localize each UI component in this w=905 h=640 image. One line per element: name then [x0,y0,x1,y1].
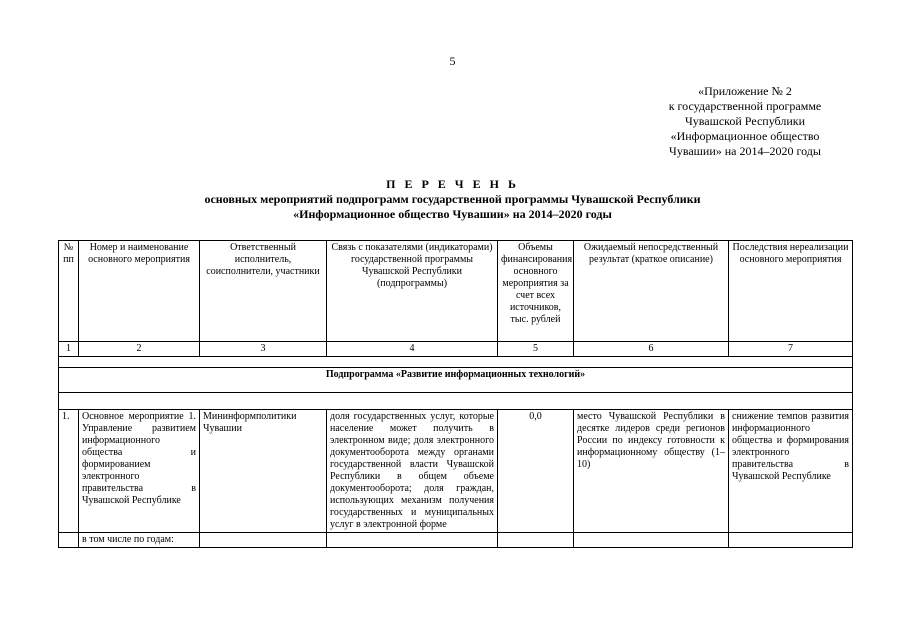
title-line-3: «Информационное общество Чувашии» на 2014–2020 годы [293,207,612,221]
appendix-line-1: «Приложение № 2 [698,84,792,98]
expected-result: место Чувашской Республики в десятке лидеров среди регионов России по индексу готовности к информационному обществу (1–10) [574,410,729,533]
empty-cell [498,533,574,548]
empty-cell [327,533,498,548]
subprogram-title: Подпрограмма «Развитие информационных технологий» [59,368,853,393]
consequences: снижение темпов развития информационного общества и формирования электронного правительства в Чувашской Республике [729,410,853,533]
column-number: 3 [200,342,327,357]
header-cell: Связь с показателями (индикаторами) государственной программы Чувашской Республики (подпрограммы) [327,241,498,342]
appendix-line-2: к государственной программе [668,99,822,113]
row-number: 1. [59,410,79,533]
spacer-row [59,357,853,368]
spacer-row [59,393,853,410]
column-number: 7 [729,342,853,357]
row-number-empty [59,533,79,548]
empty-cell [729,533,853,548]
empty-cell [200,533,327,548]
column-number: 1 [59,342,79,357]
column-number-row [59,342,853,357]
appendix-note [640,84,850,159]
column-number: 5 [498,342,574,357]
header-cell: Ожидаемый непосредственный результат (краткое описание) [574,241,729,342]
empty-cell [574,533,729,548]
header-row [59,241,853,342]
indicators: доля государственных услуг, которые население может получить в электронном виде; доля электронного документооборота между органами государственной власти Чувашской Республики в общем объеме документооборота; доля граждан, использующих механизм получения государственных и муниципальных услуг в электронной форме [327,410,498,533]
appendix-line-5: Чувашии» на 2014–2020 годы [669,144,821,158]
page-number: 5 [449,54,456,68]
header-cell: Номер и наименование основного мероприятия [79,241,200,342]
title-line-2: основных мероприятий подпрограмм государственной программы Чувашской Республики [204,192,701,206]
years-label: в том числе по годам: [79,533,200,548]
table-row [59,410,853,533]
header-cell: Последствия нереализации основного мероприятия [729,241,853,342]
column-number: 2 [79,342,200,357]
funding: 0,0 [498,410,574,533]
measures-table [58,240,853,548]
header-cell: Ответственный исполнитель, соисполнители, участники [200,241,327,342]
appendix-line-3: Чувашской Республики [684,114,806,128]
appendix-line-4: «Информационное общество [670,129,820,143]
title-line-1: П Е Р Е Ч Е Н Ь [386,177,519,191]
table-row [59,533,853,548]
header-cell: № пп [59,241,79,342]
header-cell: Объемы финансирования основного мероприятия за счет всех источников, тыс. рублей [498,241,574,342]
document-title [0,177,905,222]
subprogram-row [59,368,853,393]
column-number: 4 [327,342,498,357]
column-number: 6 [574,342,729,357]
executor: Мининформполитики Чувашии [200,410,327,533]
measure-name: Основное мероприятие 1. Управление развитием информационного общества и формированием электронного правительства в Чувашской Республике [79,410,200,533]
